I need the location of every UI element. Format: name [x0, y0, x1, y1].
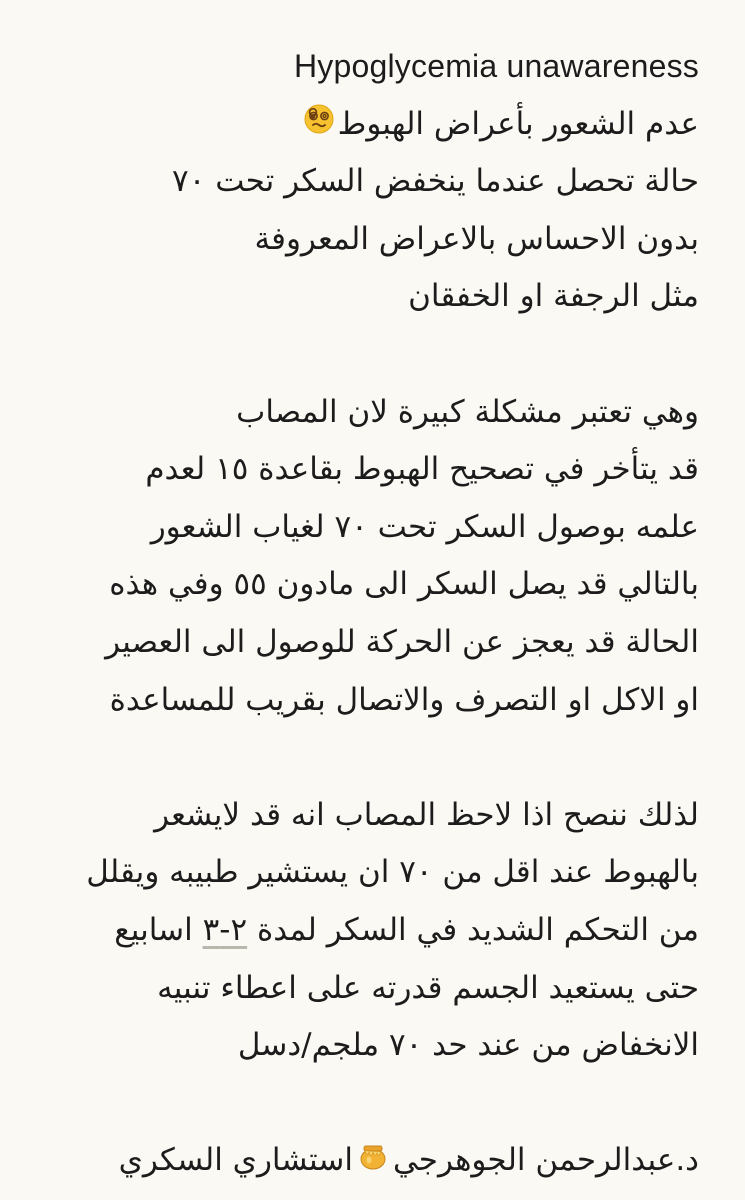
paragraph3-line-3-end: اسابيع — [114, 911, 203, 948]
paragraph3-line-5: الانخفاض من عند حد ٧٠ ملجم/دسل — [237, 1027, 699, 1064]
intro-line-1 — [39, 96, 699, 154]
note-body — [39, 38, 699, 1190]
paragraph-gap — [39, 326, 699, 384]
paragraph2-line-2: قد يتأخر في تصحيح الهبوط بقاعدة ١٥ لعدم — [145, 451, 699, 488]
signature-name: د.عبدالرحمن الجوهرجي — [392, 1142, 699, 1179]
intro-line-2: حالة تحصل عندما ينخفض السكر تحت ٧٠ — [172, 163, 699, 200]
paragraph2-line-5: الحالة قد يعجز عن الحركة للوصول الى العصير — [105, 623, 699, 660]
intro-line-1-text: عدم الشعور بأعراض الهبوط — [337, 105, 699, 142]
honey-pot-icon — [357, 1133, 389, 1191]
intro-line-4: مثل الرجفة او الخفقان — [408, 278, 699, 315]
note-title: Hypoglycemia unawareness — [293, 48, 699, 84]
signature-role: استشاري السكري — [118, 1142, 353, 1179]
paragraph3-line-2: بالهبوط عند اقل من ٧٠ ان يستشير طبيبه ويقلل — [86, 854, 699, 891]
intro-line-3: بدون الاحساس بالاعراض المعروفة — [254, 220, 699, 257]
paragraph2-line-3: علمه بوصول السكر تحت ٧٠ لغياب الشعور — [150, 508, 699, 545]
paragraph3-line-3 — [39, 902, 699, 960]
paragraph-gap — [39, 729, 699, 787]
paragraph3-line-3-start: من التحكم الشديد في السكر لمدة — [247, 911, 699, 948]
duration-link[interactable]: ٢-٣ — [202, 911, 248, 948]
paragraph-gap — [39, 1075, 699, 1133]
paragraph2-line-4: بالتالي قد يصل السكر الى مادون ٥٥ وفي هذه — [109, 566, 699, 603]
paragraph2-line-6: او الاكل او التصرف والاتصال بقريب للمساعدة — [109, 681, 699, 718]
signature-line — [39, 1132, 699, 1190]
paragraph2-line-1: وهي تعتبر مشكلة كبيرة لان المصاب — [236, 393, 699, 430]
dizzy-face-icon — [304, 96, 334, 154]
paragraph3-line-4: حتى يستعيد الجسم قدرته على اعطاء تنبيه — [157, 969, 699, 1006]
paragraph3-line-1: لذلك ننصح اذا لاحظ المصاب انه قد لايشعر — [154, 796, 699, 833]
